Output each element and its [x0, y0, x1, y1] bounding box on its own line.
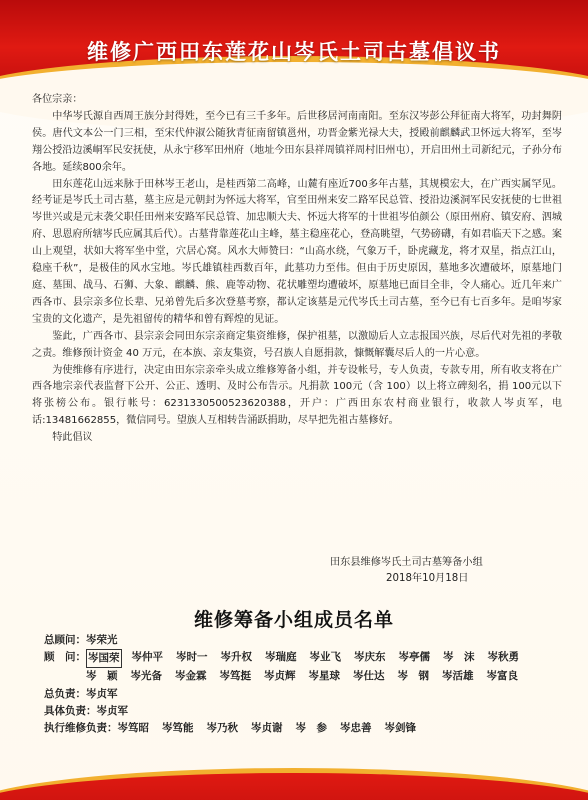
member-name: 岑国荣 [86, 649, 122, 668]
member-name: 岑光备 [130, 670, 162, 683]
signature-block [330, 555, 560, 587]
member-row-execution-leads [44, 720, 564, 737]
member-name: 岑金霖 [175, 670, 207, 683]
members-title: 维修筹备小组成员名单 [193, 609, 394, 631]
footer-banner [0, 768, 588, 800]
proposal-letter [32, 92, 562, 447]
member-name: 岑乃秋 [206, 722, 238, 735]
member-name: 岑时一 [176, 651, 208, 664]
row-label: 执行维修负责： [44, 722, 118, 735]
member-name: 岑庆东 [354, 651, 386, 664]
member-row-general-lead [44, 686, 564, 703]
signature-org: 田东县维修岑氏土司古墓筹备小组 [330, 557, 483, 568]
member-name: 岑富良 [486, 670, 518, 683]
member-name: 岑笃能 [162, 722, 194, 735]
member-row-advisors [44, 649, 564, 685]
member-name: 岑 颖 [86, 670, 118, 683]
member-name: 岑星球 [308, 670, 340, 683]
page-title: 维修广西田东莲花山岑氏土司古墓倡议书 [87, 40, 501, 64]
paragraph-closing: 特此倡议 [52, 432, 93, 444]
row-label: 总负责： [44, 687, 86, 700]
member-name: 岑笃挺 [219, 670, 251, 683]
member-name: 岑贞军 [96, 704, 128, 717]
member-name: 岑 沫 [443, 651, 475, 664]
member-row-specific-lead [44, 703, 564, 720]
member-name: 岑秋勇 [487, 651, 519, 664]
member-name: 岑业飞 [309, 651, 341, 664]
member-name: 岑荣光 [86, 634, 118, 646]
paragraph-funding: 鉴此，广西各市、县宗亲会同田东宗亲商定集资维修，保护祖墓，以激励后人立志报国兴族，尽后代对先祖的孝敬之责。维修预计资金 40 万元，在本族、亲友集资，号召族人自愿捐款，慷慨解囊尽后人的一片心意。 [32, 330, 562, 359]
row-label: 顾 问： [44, 651, 86, 664]
member-name: 岑亭儒 [398, 651, 430, 664]
member-name: 岑贞谢 [251, 722, 283, 735]
paragraph-account: 为使维修有序进行，决定由田东宗亲牵头成立维修筹备小组，并专设帐号，专人负责，专款专用，所有收支将在广西各地宗亲代表监督下公开、公正、透明、及时公布告示。凡捐款 100元（含 100）以上将立碑刻名，捐 100元以下将张榜公布。银行帐号：6231330500523620388，开户：广西田东农村商业银行，收款人岑贞军，电话:13481662855，微信同号。望族人互相转告涌跃捐助，尽早把先祖古墓修好。 [32, 364, 562, 427]
signature-date: 2018年10月18日 [386, 573, 469, 584]
row-label: 总顾问： [44, 634, 86, 646]
member-name: 岑忠善 [340, 722, 372, 735]
member-name: 岑仲平 [131, 651, 163, 664]
members-list [44, 632, 564, 737]
member-name: 岑笃昭 [117, 722, 149, 735]
member-name: 岑仕达 [353, 670, 385, 683]
member-name: 岑活雄 [442, 670, 474, 683]
salutation: 各位宗亲： [32, 94, 83, 105]
member-name: 岑剑锋 [384, 722, 416, 735]
paragraph-origin: 中华岑氏源自西周王族分封得姓，至今已有三千多年。后世移居河南南阳。至东汉岑彭公拜征南大将军，功封舞阴侯。唐代文本公一门三相，至宋代仲淑公随狄青征南留镇邕州，功晋金紫光禄大夫，授殿前麒麟武卫怀远大将军，至岑翔公授沿边溪峒军民安抚使，从永宁移军田州府（地址今田东县祥周镇祥周村旧州屯），开启田州土司新纪元，子孙分布各地。延续800余年。 [32, 110, 562, 173]
row-label: 具体负责： [44, 704, 97, 717]
member-name: 岑 参 [295, 722, 327, 735]
member-name: 岑贞辉 [264, 670, 296, 683]
member-name: 岑升权 [220, 651, 252, 664]
member-name: 岑瑞庭 [265, 651, 297, 664]
member-name: 岑 钢 [397, 670, 429, 683]
paragraph-tomb: 田东莲花山远来脉于田林岑王老山，是桂西第二高峰，山麓有座近700多年古墓，其规模宏大，在广西实属罕见。经考证是岑氏土司古墓，墓主应是元朝封为怀远大将军，官至田州来安二路军民总管、授沿边溪洞军民安抚使的七世祖岑世兴或是元末袭父职任田州来安路军民总管、加忠顺大夫、怀远大将军的十世祖岑伯颜公（原田州府、镇安府、泗城府、思恩府所辖岑氏应属其后代）。古墓背靠莲花山主峰，墓主稳座花心，登高眺望，气势磅礴，有如君临天下之感。案山上观望，状如大将军坐中堂，穴居心窝。风水大师赞曰：“山高水绕，气象万千，卧虎藏龙，将才双星，指点江山，稳座千秋”，是极佳的风水宝地。岑氏雄镇桂西数百年，此墓功力至伟。但由于历史原因，墓地多次遭破坏，原墓地门庭、墓围、战马、石狮、大象、麒麟、熊、鹿等动物、花状雕塑均遭破坏，原墓地已面目全非，令人痛心。近几年来广西各市、县宗亲多位长辈、兄弟曾先后多次登墓考察，都认定该墓是元代岑氏土司古墓，至今已有七百多年。是咱岑家宝贵的文化遗产，是先祖留传的精华和曾有辉煌的见证。 [32, 178, 562, 325]
member-name: 岑贞军 [86, 687, 118, 700]
member-row-chief-advisor [44, 632, 564, 649]
